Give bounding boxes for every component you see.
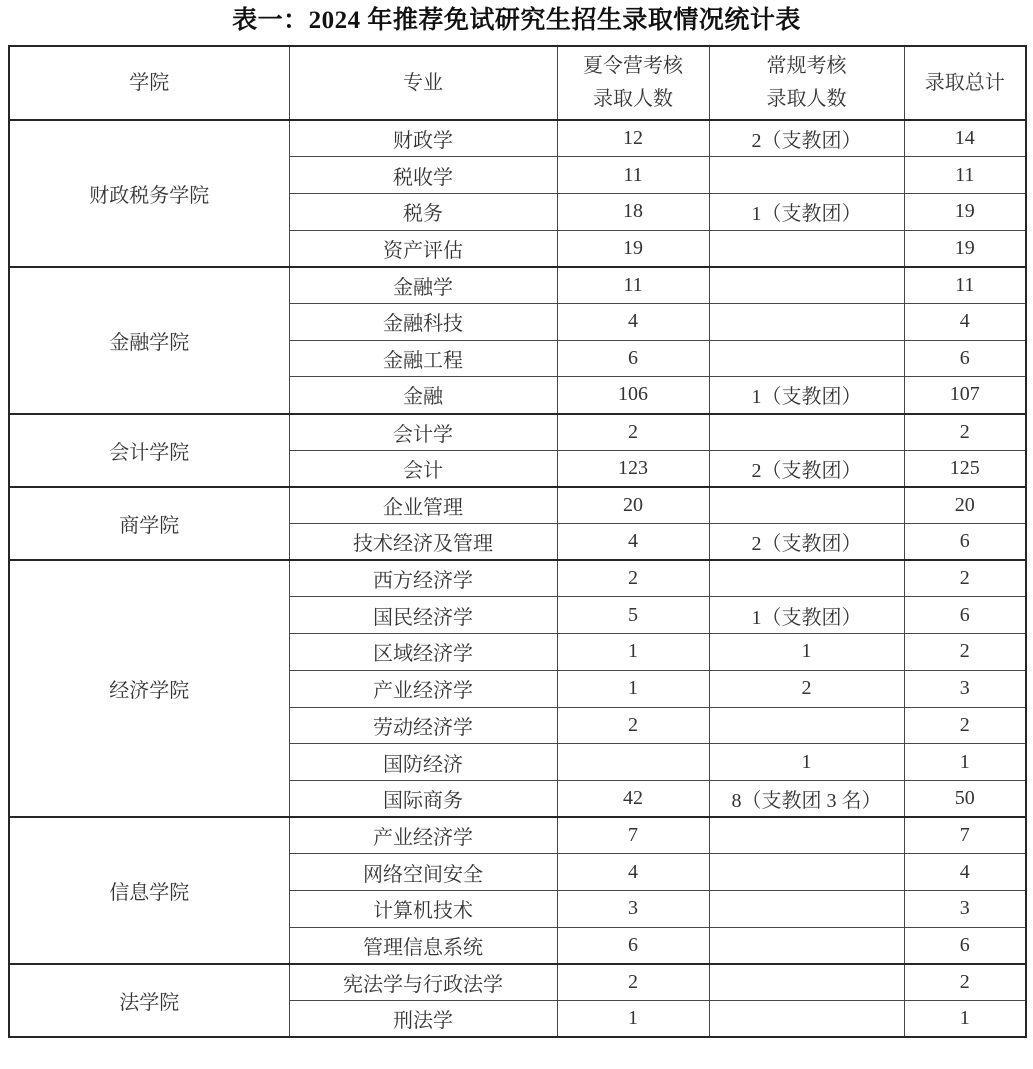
total-count-cell: 14 bbox=[904, 120, 1026, 157]
summer-count-cell: 1 bbox=[557, 1001, 709, 1038]
summer-count-cell: 12 bbox=[557, 120, 709, 157]
table-row bbox=[9, 817, 1026, 854]
major-cell: 国防经济 bbox=[289, 744, 557, 781]
regular-count-cell: 2（支教团） bbox=[709, 120, 904, 157]
major-cell: 金融 bbox=[289, 377, 557, 414]
total-count-cell: 19 bbox=[904, 193, 1026, 230]
college-cell: 经济学院 bbox=[9, 560, 289, 817]
regular-count-cell bbox=[709, 414, 904, 451]
total-count-cell: 1 bbox=[904, 744, 1026, 781]
college-cell: 会计学院 bbox=[9, 414, 289, 487]
summer-count-cell: 123 bbox=[557, 450, 709, 487]
total-count-cell: 19 bbox=[904, 230, 1026, 267]
header-regular bbox=[709, 46, 904, 120]
regular-count-cell bbox=[709, 1001, 904, 1038]
major-cell: 税务 bbox=[289, 193, 557, 230]
table-header bbox=[9, 46, 1026, 120]
admission-stats-table bbox=[8, 45, 1027, 1038]
total-count-cell: 2 bbox=[904, 707, 1026, 744]
major-cell: 企业管理 bbox=[289, 487, 557, 524]
total-count-cell: 125 bbox=[904, 450, 1026, 487]
total-count-cell: 2 bbox=[904, 414, 1026, 451]
summer-count-cell: 4 bbox=[557, 854, 709, 891]
major-cell: 管理信息系统 bbox=[289, 927, 557, 964]
header-summer-line1: 夏令营考核 bbox=[583, 55, 683, 77]
major-cell: 国际商务 bbox=[289, 780, 557, 817]
total-count-cell: 11 bbox=[904, 267, 1026, 304]
regular-count-cell bbox=[709, 707, 904, 744]
summer-count-cell: 2 bbox=[557, 964, 709, 1001]
table-row bbox=[9, 487, 1026, 524]
header-total bbox=[904, 46, 1026, 120]
major-cell: 产业经济学 bbox=[289, 817, 557, 854]
total-count-cell: 1 bbox=[904, 1001, 1026, 1038]
total-count-cell: 3 bbox=[904, 670, 1026, 707]
major-cell: 产业经济学 bbox=[289, 670, 557, 707]
regular-count-cell: 2 bbox=[709, 670, 904, 707]
major-cell: 会计 bbox=[289, 450, 557, 487]
total-count-cell: 2 bbox=[904, 964, 1026, 1001]
college-cell: 法学院 bbox=[9, 964, 289, 1037]
total-count-cell: 6 bbox=[904, 597, 1026, 634]
summer-count-cell: 1 bbox=[557, 634, 709, 671]
regular-count-cell bbox=[709, 230, 904, 267]
total-count-cell: 20 bbox=[904, 487, 1026, 524]
summer-count-cell: 4 bbox=[557, 303, 709, 340]
regular-count-cell bbox=[709, 340, 904, 377]
major-cell: 计算机技术 bbox=[289, 890, 557, 927]
college-cell: 财政税务学院 bbox=[9, 120, 289, 267]
regular-count-cell bbox=[709, 964, 904, 1001]
header-row bbox=[9, 46, 1026, 120]
table-row bbox=[9, 120, 1026, 157]
major-cell: 金融工程 bbox=[289, 340, 557, 377]
table-row bbox=[9, 560, 1026, 597]
major-cell: 刑法学 bbox=[289, 1001, 557, 1038]
header-regular-line2: 录取人数 bbox=[766, 88, 847, 110]
regular-count-cell: 2（支教团） bbox=[709, 524, 904, 561]
total-count-cell: 107 bbox=[904, 377, 1026, 414]
total-count-cell: 3 bbox=[904, 890, 1026, 927]
major-cell: 会计学 bbox=[289, 414, 557, 451]
major-cell: 网络空间安全 bbox=[289, 854, 557, 891]
total-count-cell: 2 bbox=[904, 560, 1026, 597]
header-major-label: 专业 bbox=[403, 71, 443, 94]
college-cell: 信息学院 bbox=[9, 817, 289, 964]
summer-count-cell: 3 bbox=[557, 890, 709, 927]
college-cell: 金融学院 bbox=[9, 267, 289, 414]
regular-count-cell: 1（支教团） bbox=[709, 597, 904, 634]
summer-count-cell: 11 bbox=[557, 157, 709, 194]
summer-count-cell: 2 bbox=[557, 707, 709, 744]
regular-count-cell bbox=[709, 303, 904, 340]
header-regular-line1: 常规考核 bbox=[766, 55, 847, 77]
total-count-cell: 6 bbox=[904, 524, 1026, 561]
regular-count-cell bbox=[709, 890, 904, 927]
total-count-cell: 7 bbox=[904, 817, 1026, 854]
header-college bbox=[9, 46, 289, 120]
summer-count-cell: 5 bbox=[557, 597, 709, 634]
total-count-cell: 11 bbox=[904, 157, 1026, 194]
regular-count-cell: 1 bbox=[709, 744, 904, 781]
regular-count-cell bbox=[709, 267, 904, 304]
major-cell: 区域经济学 bbox=[289, 634, 557, 671]
regular-count-cell: 1 bbox=[709, 634, 904, 671]
table-row bbox=[9, 267, 1026, 304]
summer-count-cell: 11 bbox=[557, 267, 709, 304]
major-cell: 劳动经济学 bbox=[289, 707, 557, 744]
summer-count-cell: 106 bbox=[557, 377, 709, 414]
summer-count-cell bbox=[557, 744, 709, 781]
major-cell: 西方经济学 bbox=[289, 560, 557, 597]
table-row bbox=[9, 414, 1026, 451]
major-cell: 财政学 bbox=[289, 120, 557, 157]
major-cell: 技术经济及管理 bbox=[289, 524, 557, 561]
summer-count-cell: 7 bbox=[557, 817, 709, 854]
summer-count-cell: 6 bbox=[557, 927, 709, 964]
header-summer-line2: 录取人数 bbox=[593, 88, 673, 110]
regular-count-cell bbox=[709, 854, 904, 891]
total-count-cell: 4 bbox=[904, 854, 1026, 891]
regular-count-cell bbox=[709, 927, 904, 964]
regular-count-cell: 1（支教团） bbox=[709, 193, 904, 230]
regular-count-cell bbox=[709, 487, 904, 524]
header-college-label: 学院 bbox=[129, 71, 170, 94]
major-cell: 金融科技 bbox=[289, 303, 557, 340]
summer-count-cell: 2 bbox=[557, 560, 709, 597]
summer-count-cell: 6 bbox=[557, 340, 709, 377]
regular-count-cell bbox=[709, 817, 904, 854]
regular-count-cell: 8（支教团 3 名） bbox=[709, 780, 904, 817]
major-cell: 宪法学与行政法学 bbox=[289, 964, 557, 1001]
summer-count-cell: 19 bbox=[557, 230, 709, 267]
major-cell: 税收学 bbox=[289, 157, 557, 194]
regular-count-cell bbox=[709, 157, 904, 194]
header-summer bbox=[557, 46, 709, 120]
summer-count-cell: 4 bbox=[557, 524, 709, 561]
regular-count-cell: 1（支教团） bbox=[709, 377, 904, 414]
header-major bbox=[289, 46, 557, 120]
total-count-cell: 4 bbox=[904, 303, 1026, 340]
regular-count-cell: 2（支教团） bbox=[709, 450, 904, 487]
college-cell: 商学院 bbox=[9, 487, 289, 560]
regular-count-cell bbox=[709, 560, 904, 597]
major-cell: 金融学 bbox=[289, 267, 557, 304]
table-body bbox=[9, 120, 1026, 1037]
major-cell: 资产评估 bbox=[289, 230, 557, 267]
major-cell: 国民经济学 bbox=[289, 597, 557, 634]
summer-count-cell: 20 bbox=[557, 487, 709, 524]
total-count-cell: 6 bbox=[904, 340, 1026, 377]
summer-count-cell: 18 bbox=[557, 193, 709, 230]
header-total-label: 录取总计 bbox=[924, 71, 1005, 94]
summer-count-cell: 2 bbox=[557, 414, 709, 451]
total-count-cell: 50 bbox=[904, 780, 1026, 817]
table-row bbox=[9, 964, 1026, 1001]
summer-count-cell: 1 bbox=[557, 670, 709, 707]
page-title: 表一：2024 年推荐免试研究生招生录取情况统计表 bbox=[232, 7, 801, 34]
total-count-cell: 2 bbox=[904, 634, 1026, 671]
summer-count-cell: 42 bbox=[557, 780, 709, 817]
total-count-cell: 6 bbox=[904, 927, 1026, 964]
